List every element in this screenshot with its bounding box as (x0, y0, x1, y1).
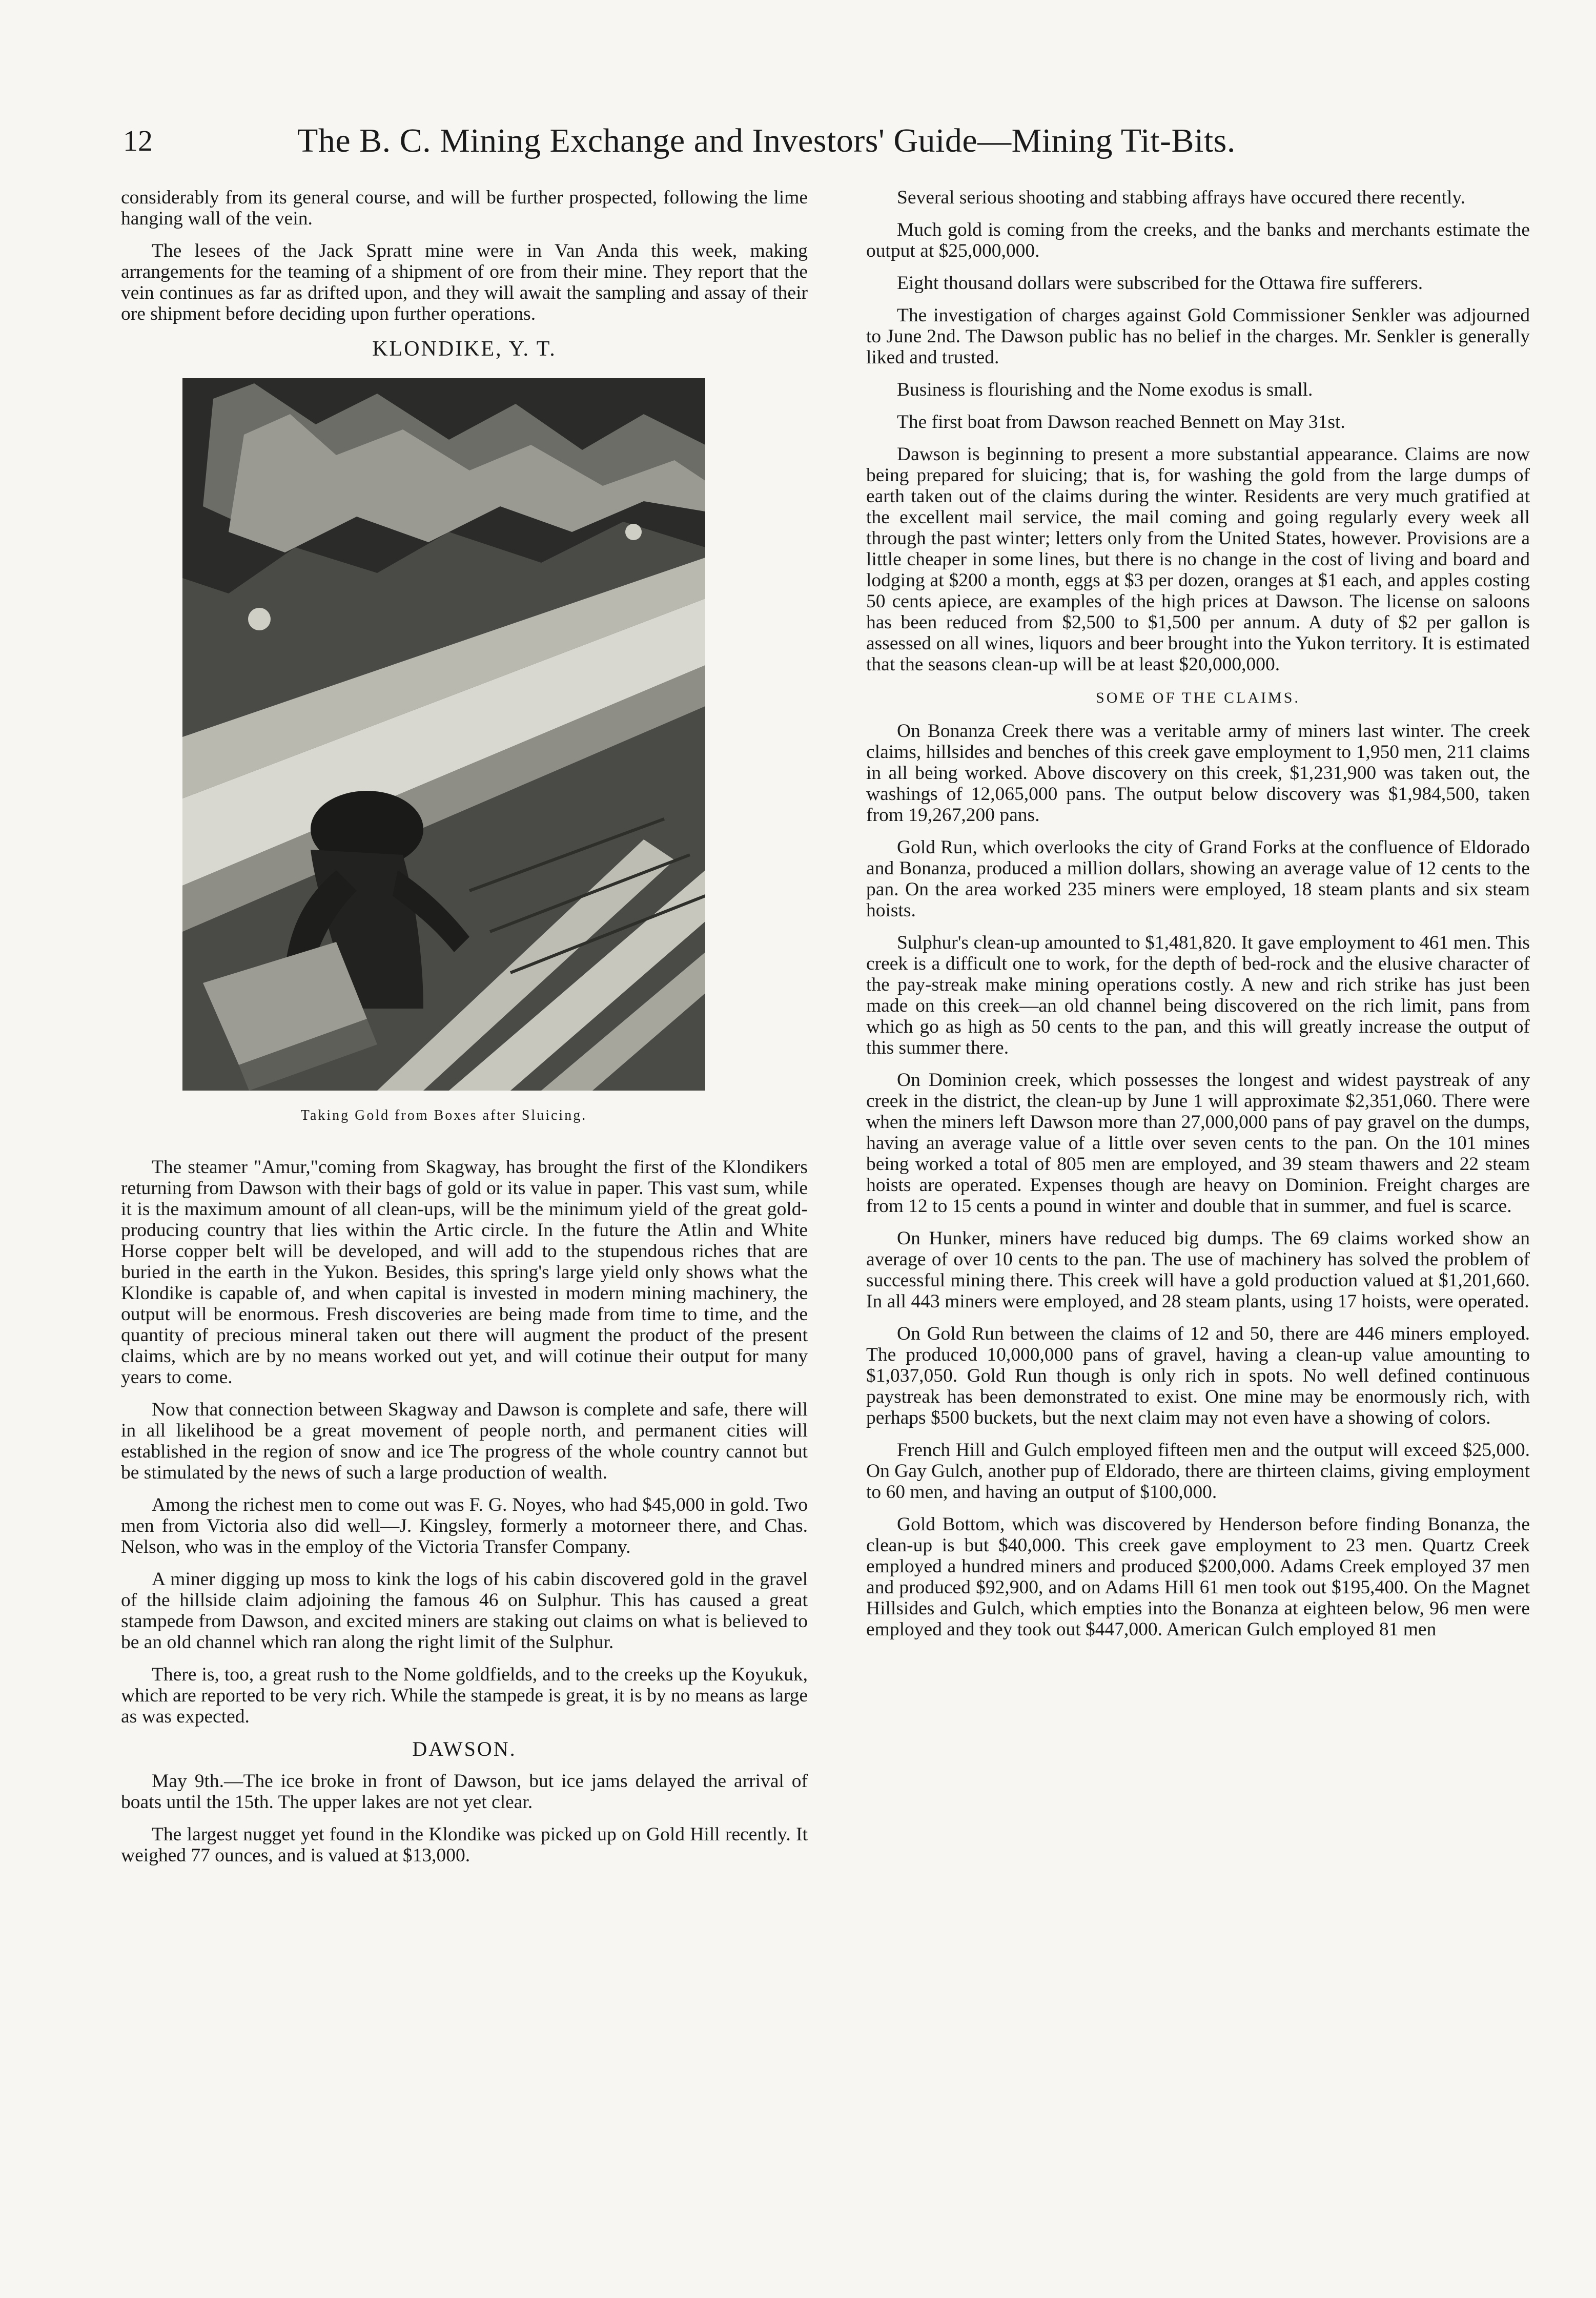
right-column (866, 187, 1530, 2263)
paragraph: Among the richest men to come out was F. G. Noyes, who had $45,000 in gold. Two men from Victoria also did well—J. Kingsley, formerly a motorneer there, and Chas. Nelson, who was in the employ of the Victoria Transfer Company. (121, 1494, 808, 1557)
paragraph: Now that connection between Skagway and Dawson is complete and safe, there will in all likelihood be a great movement of people north, and permanent cities will established in the region of snow and ice The progress of the whole country cannot but be stimulated by the news of such a large production of wealth. (121, 1399, 808, 1483)
paragraph: Much gold is coming from the creeks, and the banks and merchants estimate the output at $25,000,000. (866, 219, 1530, 261)
paragraph: Sulphur's clean-up amounted to $1,481,820. It gave employment to 461 men. This creek is a difficult one to work, for the depth of bed-rock and the elusive character of the pay-streak make mining operations costly. A new and rich strike has just been made on this creek—an old channel being discovered on the rich limit, pans from which go as high as 50 cents to the pan, and this will greatly increase the output of this summer there. (866, 932, 1530, 1058)
paragraph: The steamer "Amur,"coming from Skagway, has brought the first of the Klondikers returning from Dawson with their bags of gold or its value in paper. This vast sum, while it is the maximum amount of all clean-ups, will be the minimum yield of the great gold-producing country that lies within the Artic circle. In the future the Atlin and White Horse copper belt will be developed, and will add to the stupendous riches that are buried in the earth in the Yukon. Besides, this spring's large yield only shows what the Klondike is capable of, and when capital is invested in modern mining machinery, the output will be enormous. Fresh discoveries are being made from time to time, and the quantity of precious mineral taken out there will augment the product of the present claims, which are by no means worked out yet, and will cotinue their output for many years to come. (121, 1157, 808, 1388)
paragraph: On Bonanza Creek there was a veritable army of miners last winter. The creek claims, hillsides and benches of this creek gave employment to 1,950 men, 211 claims in all being worked. Above discovery on this creek, $1,231,900 was taken out, the washings of 12,065,000 pans. The output below discovery was $1,984,500, taken from 19,267,200 pans. (866, 721, 1530, 826)
figure-caption: Taking Gold from Boxes after Sluicing. (300, 1107, 587, 1123)
paragraph: The investigation of charges against Gold Commissioner Senkler was adjourned to June 2nd. The Dawson public has no belief in the charges. Mr. Senkler is generally liked and trusted. (866, 305, 1530, 368)
page-number: 12 (123, 124, 153, 157)
paragraph: Gold Bottom, which was discovered by Henderson before finding Bonanza, the clean-up is but $40,000. This creek gave employment to 23 men. Quartz Creek employed a hundred miners and produced $200,000. Adams Creek employed 37 men and produced $92,900, and on Adams Hill 61 men took out $195,400. On the Magnet Hillsides and Gulch, which empties into the Bonanza at eighteen below, 96 men were employed and they took out $447,000. American Gulch employed 81 men (866, 1514, 1530, 1640)
paragraph: On Gold Run between the claims of 12 and 50, there are 446 miners employed. The produced 10,000,000 pans of gravel, having a clean-up value amounting to $1,037,050. Gold Run though is only rich in spots. No well defined continuous paystreak has been demonstrated to exist. One mine may be enormously rich, with perhaps $500 buckets, but the next claim may not even have a showing of colors. (866, 1323, 1530, 1428)
paragraph: The first boat from Dawson reached Bennett on May 31st. (897, 412, 1345, 433)
left-column (121, 187, 808, 2263)
paragraph: Gold Run, which overlooks the city of Grand Forks at the confluence of Eldorado and Bonanza, produced a million dollars, showing an average value of 12 cents to the pan. On the area worked 235 miners were employed, 18 steam plants and six steam hoists. (866, 837, 1530, 921)
paragraph: considerably from its general course, and will be further prospected, following the lime hanging wall of the vein. (121, 187, 808, 229)
figure (182, 378, 705, 1126)
paragraph: On Hunker, miners have reduced big dumps. The 69 claims worked show an average of over 10 cents to the pan. The use of machinery has solved the problem of successful mining there. This creek will have a gold production valued at $1,201,660. In all 443 miners were employed, and 28 steam plants, using 17 hoists, were operated. (866, 1228, 1530, 1312)
paragraph: Eight thousand dollars were subscribed for the Ottawa fire sufferers. (897, 273, 1423, 294)
paragraph: French Hill and Gulch employed fifteen men and the output will exceed $25,000. On Gay Gulch, another pup of Eldorado, there are thirteen claims, giving employment to 60 men, and having an output of $100,000. (866, 1440, 1530, 1503)
paragraph: A miner digging up moss to kink the logs of his cabin discovered gold in the gravel of the hillside claim adjoining the famous 46 on Sulphur. This has caused a great stampede from Dawson, and excited miners are staking out claims on what is believed to be an old channel which ran along the right limit of the Sulphur. (121, 1569, 808, 1653)
section-heading-klondike: KLONDIKE, Y. T. (372, 337, 557, 361)
paragraph: There is, too, a great rush to the Nome goldfields, and to the creeks up the Koyukuk, which are reported to be very rich. While the stampede is great, it is by no means as large as was expected. (121, 1664, 808, 1727)
paragraph: Dawson is beginning to present a more substantial appearance. Claims are now being prepared for sluicing; that is, for washing the gold from the large dumps of earth taken out of the claims during the winter. Residents are very much gratified at the excellent mail service, the mail coming and going regularly every week all through the past winter; letters only from the United States, however. Provisions are a little cheaper in some lines, but there is no change in the cost of living and board and lodging at $200 a month, eggs at $3 per dozen, oranges at $1 each, and apples costing 50 cents apiece, are examples of the high prices at Dawson. The license on saloons has been reduced from $2,500 to $1,500 per annum. A duty of $2 per gallon is assessed on all wines, liquors and beer brought into the Yukon territory. It is estimated that the seasons clean-up will be at least $20,000,000. (866, 444, 1530, 675)
paragraph: May 9th.—The ice broke in front of Dawson, but ice jams delayed the arrival of boats until the 15th. The upper lakes are not yet clear. (121, 1771, 808, 1813)
paragraph: The largest nugget yet found in the Klondike was picked up on Gold Hill recently. It weighed 77 ounces, and is valued at $13,000. (121, 1824, 808, 1866)
paragraph: On Dominion creek, which possesses the longest and widest paystreak of any creek in the district, the clean-up by June 1 will approximate $2,351,060. There were when the miners left Dawson more than 27,000,000 pans of pay gravel on the dumps, having an average value of a little over seven cents to the pan. On the 101 mines being worked a total of 805 men are employed, and 39 steam thawers and 22 steam hoists are operated. Expenses though are heavy on Dominion. Freight charges are from 12 to 15 cents a pound in winter and double that in summer, and fuel is scarce. (866, 1070, 1530, 1217)
section-heading-claims: SOME OF THE CLAIMS. (1096, 689, 1300, 706)
paragraph: Several serious shooting and stabbing affrays have occured there recently. (897, 187, 1465, 208)
section-heading-dawson: DAWSON. (412, 1737, 517, 1760)
sluicing-photograph (182, 378, 705, 1091)
page-header (123, 118, 1497, 164)
paragraph: The lesees of the Jack Spratt mine were in Van Anda this week, making arrangements for the teaming of a shipment of ore from their mine. They report that the vein continues as far as drifted upon, and they will await the sampling and assay of their ore shipment before deciding upon further operations. (121, 240, 808, 324)
paragraph: Business is flourishing and the Nome exodus is small. (897, 379, 1313, 400)
running-title: The B. C. Mining Exchange and Investors' Guide—Mining Tit-Bits. (297, 122, 1236, 159)
